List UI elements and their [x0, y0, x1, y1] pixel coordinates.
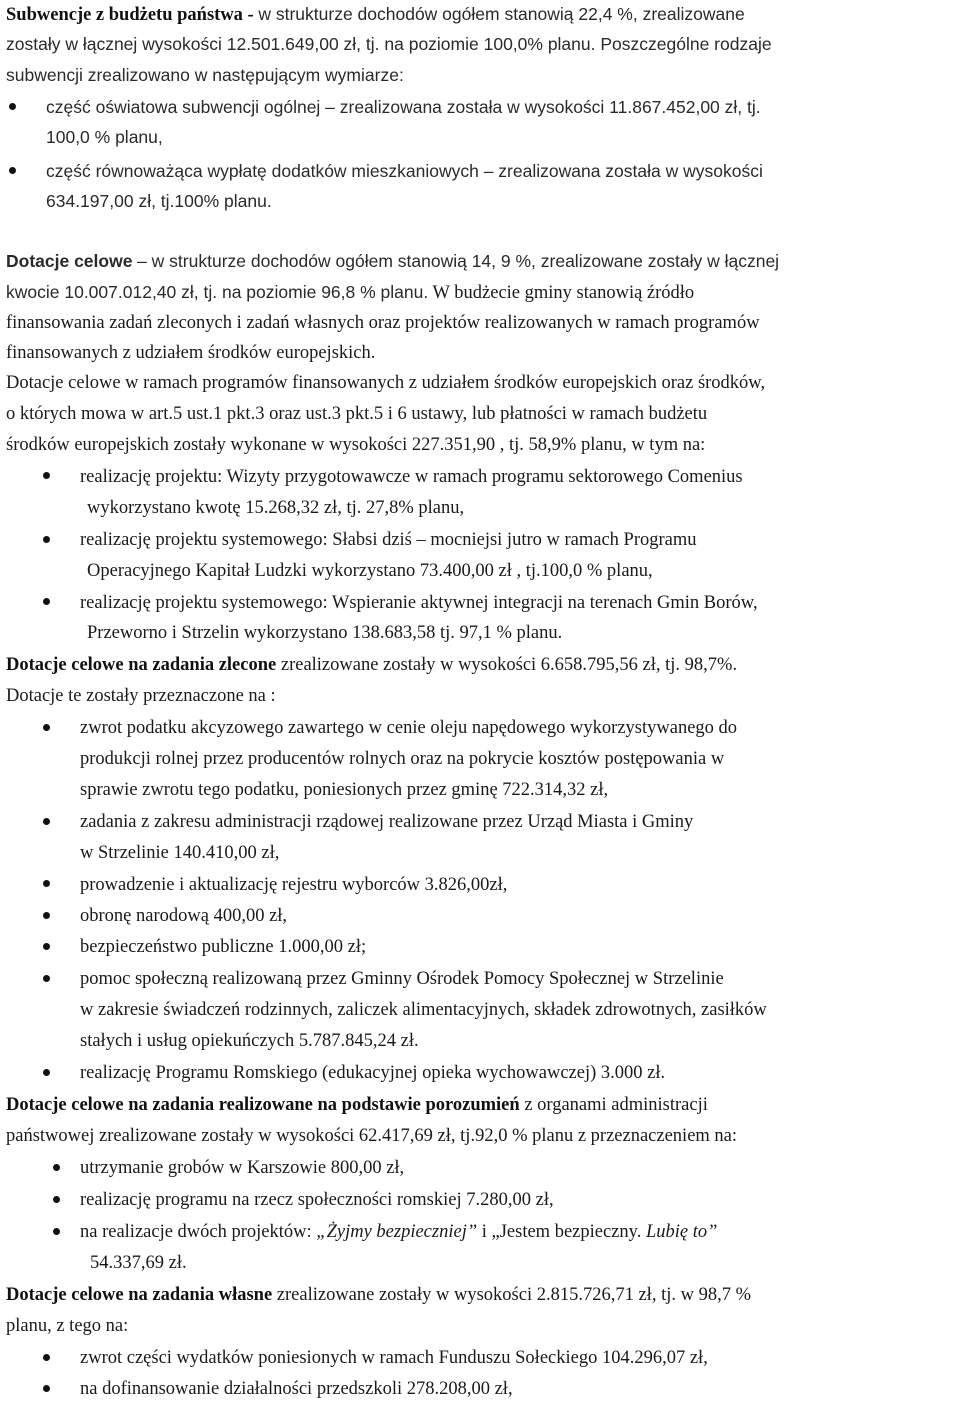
bullet-icon	[43, 724, 50, 731]
bullet-icon	[43, 536, 50, 543]
subwencje-item-1-cont: 100,0 % planu,	[46, 127, 163, 147]
bullet-icon	[43, 818, 50, 825]
zlecone-item-1: zwrot podatku akcyzowego zawartego w cenie oleju napędowego wykorzystywanego do	[80, 718, 738, 738]
wlasne-line-2: planu, z tego na:	[6, 1316, 129, 1336]
porozumienia-item-3: na realizacje dwóch projektów: „Żyjmy bezpieczniej” i „Jestem bezpieczny. Lubię to”	[80, 1222, 718, 1242]
porozumienia-title: Dotacje celowe na zadania realizowane na podstawie porozumień	[6, 1095, 520, 1115]
subwencje-item-1: część oświatowa subwencji ogólnej – zrealizowana została w wysokości 11.867.452,00 zł, tj.	[46, 97, 761, 117]
wlasne-item-1: zwrot części wydatków poniesionych w ramach Funduszu Sołeckiego 104.296,07 zł,	[80, 1348, 708, 1368]
wlasne-title: Dotacje celowe na zadania własne	[6, 1285, 273, 1305]
zlecone-line-2: Dotacje te zostały przeznaczone na :	[6, 686, 276, 706]
subwencje-line-2: zostały w łącznej wysokości 12.501.649,00 zł, tj. na poziomie 100,0% planu. Poszczególne rodzaje	[6, 34, 772, 54]
dotacje-item-3-cont: Przeworno i Strzelin wykorzystano 138.683,58 tj. 97,1 % planu.	[87, 623, 563, 643]
bullet-icon	[9, 103, 16, 110]
zlecone-item-3: prowadzenie i aktualizację rejestru wyborców 3.826,00zł,	[80, 875, 508, 895]
porozumienia-item-2: realizację programu na rzecz społeczności romskiej 7.280,00 zł,	[80, 1190, 554, 1210]
bullet-icon	[43, 1385, 50, 1392]
dotacje-item-1: realizację projektu: Wizyty przygotowawcze w ramach programu sektorowego Comenius	[80, 467, 743, 487]
dotacje-item-2: realizację projektu systemowego: Słabsi dziś – mocniejsi jutro w ramach Programu	[80, 530, 697, 550]
dotacje-title: Dotacje celowe	[6, 251, 133, 271]
zlecone-item-1-cont: produkcji rolnej przez producentów rolnych oraz na pokrycie kosztów postępowania w	[80, 749, 725, 769]
dotacje-line-5: Dotacje celowe w ramach programów finansowanych z udziałem środków europejskich oraz środków,	[6, 373, 766, 393]
porozumienia-line-1: Dotacje celowe na zadania realizowane na podstawie porozumień z organami administracji	[6, 1095, 708, 1115]
zlecone-item-6-cont: w zakresie świadczeń rodzinnych, zaliczek alimentacyjnych, składek zdrowotnych, zasiłków	[80, 1000, 767, 1020]
subwencje-item-2: część równoważąca wypłatę dodatków mieszkaniowych – zrealizowana została w wysokości	[46, 161, 763, 181]
zlecone-item-5: bezpieczeństwo publiczne 1.000,00 zł;	[80, 937, 367, 957]
bullet-icon	[53, 1196, 60, 1203]
dotacje-line-7: środków europejskich zostały wykonane w wysokości 227.351,90 , tj. 58,9% planu, w tym na:	[6, 435, 706, 455]
zlecone-item-1-cont2: sprawie zwrotu tego podatku, poniesionych przez gminę 722.314,32 zł,	[80, 780, 609, 800]
porozumienia-item-3-cont: 54.337,69 zł.	[90, 1253, 187, 1273]
zlecone-item-2: zadania z zakresu administracji rządowej realizowane przez Urząd Miasta i Gminy	[80, 812, 694, 832]
wlasne-line-1: Dotacje celowe na zadania własne zrealizowane zostały w wysokości 2.815.726,71 zł, tj. w 98,7 %	[6, 1285, 751, 1305]
wlasne-item-2: na dofinansowanie działalności przedszkoli 278.208,00 zł,	[80, 1379, 513, 1399]
zlecone-title: Dotacje celowe na zadania zlecone	[6, 655, 277, 675]
subwencje-line-1: Subwencje z budżetu państwa - w strukturze dochodów ogółem stanowią 22,4 %, zrealizowane	[6, 4, 745, 25]
subwencje-line-3: subwencji zrealizowano w następującym wymiarze:	[6, 65, 404, 85]
zlecone-item-6: pomoc społeczną realizowaną przez Gminny Ośrodek Pomocy Społecznej w Strzelinie	[80, 969, 724, 989]
porozumienia-line-2: państwowej zrealizowane zostały w wysokości 62.417,69 zł, tj.92,0 % planu z przeznaczeniem na:	[6, 1126, 738, 1146]
zlecone-item-4: obronę narodową 400,00 zł,	[80, 906, 288, 926]
bullet-icon	[43, 1354, 50, 1361]
dotacje-line-4: finansowanych z udziałem środków europejskich.	[6, 343, 376, 363]
porozumienia-item-1: utrzymanie grobów w Karszowie 800,00 zł,	[80, 1158, 405, 1178]
bullet-icon	[53, 1228, 60, 1235]
bullet-icon	[43, 472, 50, 479]
dotacje-line-2: kwocie 10.007.012,40 zł, tj. na poziomie 96,8 % planu. W budżecie gminy stanowią źródło	[6, 282, 695, 303]
dotacje-line-6: o których mowa w art.5 ust.1 pkt.3 oraz ust.3 pkt.5 i 6 ustawy, lub płatności w ramach budżetu	[6, 404, 708, 424]
bullet-icon	[43, 598, 50, 605]
subwencje-title: Subwencje z budżetu państwa -	[6, 5, 254, 25]
zlecone-item-7: realizację Programu Romskiego (edukacyjnej opieka wychowawczej) 3.000 zł.	[80, 1063, 666, 1083]
bullet-icon	[43, 975, 50, 982]
dotacje-item-2-cont: Operacyjnego Kapitał Ludzki wykorzystano 73.400,00 zł , tj.100,0 % planu,	[87, 561, 653, 581]
zlecone-item-2-cont: w Strzelinie 140.410,00 zł,	[80, 843, 280, 863]
bullet-icon	[43, 880, 50, 887]
zlecone-line-1: Dotacje celowe na zadania zlecone zrealizowane zostały w wysokości 6.658.795,56 zł, tj. 98,7%.	[6, 655, 738, 675]
bullet-icon	[43, 912, 50, 919]
bullet-icon	[43, 1069, 50, 1076]
bullet-icon	[9, 167, 16, 174]
subwencje-item-2-cont: 634.197,00 zł, tj.100% planu.	[46, 191, 272, 211]
dotacje-line-1: Dotacje celowe – w strukturze dochodów ogółem stanowią 14, 9 %, zrealizowane zostały w łącznej	[6, 251, 780, 271]
bullet-icon	[53, 1164, 60, 1171]
dotacje-item-3: realizację projektu systemowego: Wspieranie aktywnej integracji na terenach Gmin Borów,	[80, 593, 758, 613]
zlecone-item-6-cont2: stałych i usług opiekuńczych 5.787.845,24 zł.	[80, 1031, 419, 1051]
bullet-icon	[43, 943, 50, 950]
dotacje-item-1-cont: wykorzystano kwotę 15.268,32 zł, tj. 27,8% planu,	[87, 498, 465, 518]
dotacje-line-3: finansowania zadań zleconych i zadań własnych oraz projektów realizowanych w ramach programów	[6, 313, 760, 333]
